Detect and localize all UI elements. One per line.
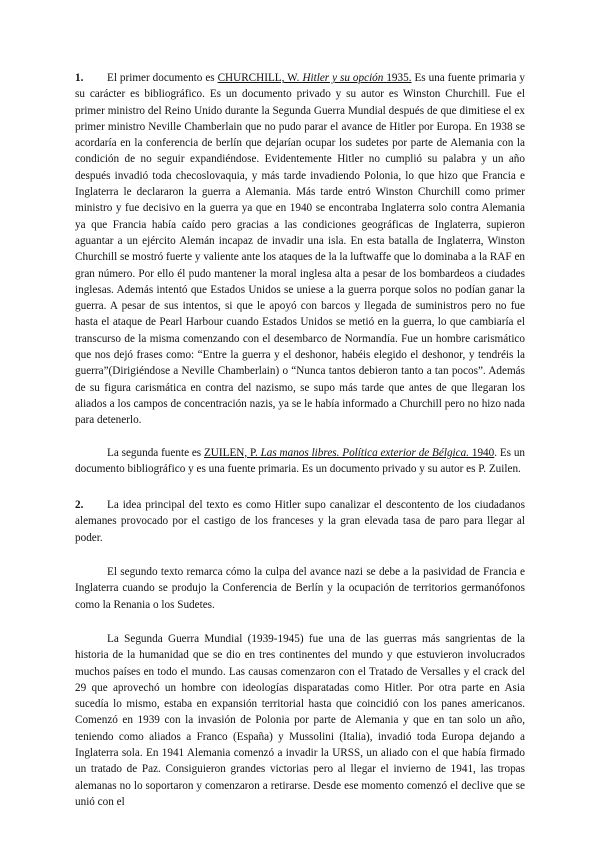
section-2-paragraph-2: El segundo texto remarca cómo la culpa del avance nazi se debe a la pasividad de Francia e Inglaterra cuando se produjo la Conferencia de Berlín y la ocupación de territorios germanófonos como la Renania o los Sudetes.: [75, 566, 525, 611]
section-2-paragraph-1: [75, 497, 525, 546]
section-1-number: 1.: [75, 72, 84, 84]
source-2-year: 1940: [471, 446, 495, 459]
section-1-paragraph-1: [75, 70, 525, 429]
section-2-number: 2.: [75, 499, 84, 512]
source-2-intro: La segunda fuente es: [107, 446, 204, 459]
source-1-year: 1935.: [386, 72, 412, 84]
source-1-author: CHURCHILL, W.: [217, 72, 300, 84]
section-2-paragraph-3: La Segunda Guerra Mundial (1939-1945) fue una de las guerras más sangrientas de la historia de la humanidad que se dio en tres continentes del mundo y que estuvieron involucrados muchos países en todo el mundo. Las causas comenzaron con el Tratado de Versalles y el crack del 29 que aprovechó un hombre con ideologías disparatadas como Hitler. Por otra parte en Asia sucedía lo mismo, estaba en expansión territorial hasta que coincidió con los panes americanos. Comenzó en 1939 con la invasión de Polonia por parte de Alemania y que en tan solo un año, teniendo como aliados a Franco (España) y Mussolini (Italia), invadió toda Europa dejando a Inglaterra sola. En 1941 Alemania comenzó a invadir la URSS, un aliado con el que había firmado un tratado de Paz. Consiguieron grandes victorias pero al llegar el invierno de 1941, las tropas alemanas no lo soportaron y comenzaron a retirarse. Desde ese momento comenzó el declive que se unió con el: [75, 632, 525, 808]
source-1-intro: El primer documento es: [107, 72, 218, 84]
section-1-paragraph-2: [75, 445, 525, 478]
source-1-title: Hitler y su opción: [302, 72, 384, 84]
source-2-author: ZUILEN, P.: [203, 446, 258, 459]
source-2-description: . Es un documento bibliográfico y es una fuente primaria. Es un documento privado y su autor es P. Zuilen.: [75, 446, 526, 475]
section-2-main-idea: La idea principal del texto es como Hitler supo canalizar el descontento de los ciudadanos alemanes provocado por el castigo de los franceses y la gran elevada tasa de paro para llegar al poder.: [75, 499, 525, 544]
source-2-title: Las manos libres. Política exterior de Bélgica.: [260, 446, 470, 459]
source-1-description: Es una fuente primaria y su carácter es bibliográfico. Es un documento privado y su autor es Winston Churchill. Fue el primer ministro del Reino Unido durante la Segunda Guerra Mundial después de que dimitiese el ex primer ministro Neville Chamberlain que no pudo parar el avance de Hitler por Europa. En 1938 se acordaría en la conferencia de berlín que dejarían ocupar los sudetes por parte de Alemania con la condición de no seguir expandiéndose. Evidentemente Hitler no cumplió su palabra y un año después invadió toda checoslovaquia, y más tarde invadiendo Polonia, lo que hizo que Francia e Inglaterra le declararon la guerra a Alemania. Más tarde entró Winston Churchill como primer ministro y fue decisivo en la guerra ya que en 1940 se encontraba Inglaterra solo contra Alemania ya que Francia había caído pero gracias a las condiciones geográficas de Inglaterra, supieron aguantar a un ejército Alemán incapaz de invadir una isla. En esta batalla de Inglaterra, Winston Churchill se mostró fuerte y valiente ante los ataques de la la luftwaffe que lo dominaba a la RAF en gran número. Por ello él pudo mantener la moral inglesa alta a pesar de los bombardeos a ciudades inglesas. Además intentó que Estados Unidos se uniese a la guerra porque solos no podían ganar la guerra. A pesar de sus intentos, si que le apoyó con barcos y llegada de suministros pero no fue hasta el ataque de Pearl Harbour cuando Estados Unidos se metió en la guerra, lo que cambiaría el transcurso de la misma comenzando con el desembarco de Normandía. Fue un hombre carismático que nos dejó frases como: “Entre la guerra y el deshonor, habéis elegido el deshonor, y tendréis la guerra”(Dirigiéndose a Neville Chamberlain) o “Nunca tantos debieron tanto a tan pocos”. Además de su figura carismática en contra del nazismo, se supo más tarde que antes de que llegaran los aliados a los campos de concentración nazis, ya se le había informado a Churchill pero no hizo nada para detenerlo.: [75, 72, 526, 427]
